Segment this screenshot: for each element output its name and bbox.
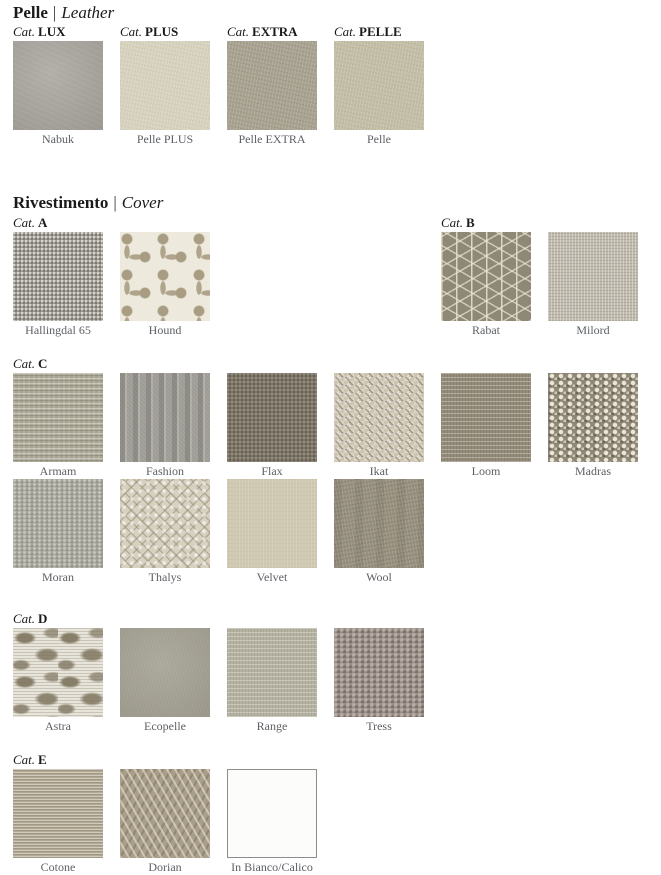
category-label-plus bbox=[120, 24, 210, 39]
category-name: LUX bbox=[38, 24, 66, 39]
swatch-cell-hound bbox=[120, 232, 210, 338]
category-group-c bbox=[13, 356, 661, 585]
swatch-pelle-extra bbox=[227, 41, 317, 130]
category-prefix: Cat. bbox=[441, 215, 464, 230]
swatch-velvet bbox=[227, 479, 317, 568]
swatch-cell-velvet bbox=[227, 479, 317, 585]
swatch-cell-flax bbox=[227, 373, 317, 479]
category-group-d bbox=[13, 611, 661, 734]
swatch-fashion bbox=[120, 373, 210, 462]
swatch-label: Pelle bbox=[367, 132, 391, 146]
swatch-madras bbox=[548, 373, 638, 462]
swatch-label: In Bianco/Calico bbox=[231, 860, 313, 874]
swatch-thalys bbox=[120, 479, 210, 568]
swatch-cell-rabat bbox=[441, 232, 531, 338]
section-pelle bbox=[13, 3, 661, 147]
swatch-cell-ikat bbox=[334, 373, 424, 479]
swatch-cell-nabuk bbox=[13, 41, 103, 147]
category-label-d bbox=[13, 611, 103, 626]
category-label-lux bbox=[13, 24, 103, 39]
swatch-nabuk bbox=[13, 41, 103, 130]
swatch-label: Thalys bbox=[148, 570, 182, 584]
swatch-label: Tress bbox=[366, 719, 392, 733]
swatch-label: Pelle PLUS bbox=[136, 132, 194, 146]
category-prefix: Cat. bbox=[13, 24, 36, 39]
category-name: PLUS bbox=[145, 24, 179, 39]
category-name: PELLE bbox=[359, 24, 402, 39]
swatch-flax bbox=[227, 373, 317, 462]
swatch-cell-ecopelle bbox=[120, 628, 210, 734]
category-group-e bbox=[13, 752, 661, 875]
section-title-primary: Pelle bbox=[13, 3, 48, 22]
swatch-label: Wool bbox=[366, 570, 392, 584]
swatch-wool bbox=[334, 479, 424, 568]
section-title-secondary: Cover bbox=[121, 193, 164, 212]
swatch-label: Velvet bbox=[256, 570, 288, 584]
category-prefix: Cat. bbox=[13, 356, 36, 371]
swatch-label: Cotone bbox=[40, 860, 76, 874]
swatch-hound bbox=[120, 232, 210, 321]
category-line bbox=[13, 215, 661, 230]
swatch-cell-thalys bbox=[120, 479, 210, 585]
swatch-astra bbox=[13, 628, 103, 717]
swatch-in-bianco-calico bbox=[227, 769, 317, 858]
swatch-label: Rabat bbox=[472, 323, 500, 337]
swatch-label: Moran bbox=[42, 570, 74, 584]
swatch-label: Fashion bbox=[145, 464, 184, 478]
category-name: B bbox=[466, 215, 475, 230]
swatch-ikat bbox=[334, 373, 424, 462]
swatch-moran bbox=[13, 479, 103, 568]
swatch-cell-milord bbox=[548, 232, 638, 338]
swatch-label: Ikat bbox=[369, 464, 389, 478]
swatch-label: Hallingdal 65 bbox=[25, 323, 91, 337]
swatch-pelle-plus bbox=[120, 41, 210, 130]
section-title-primary: Rivestimento bbox=[13, 193, 109, 212]
category-label-c bbox=[13, 356, 103, 371]
section-rivestimento bbox=[13, 193, 661, 875]
swatch-cell-tress bbox=[334, 628, 424, 734]
swatch-label: Milord bbox=[576, 323, 610, 337]
swatch-row bbox=[13, 479, 661, 585]
swatch-cell-dorian bbox=[120, 769, 210, 875]
swatch-cell-moran bbox=[13, 479, 103, 585]
swatch-label: Dorian bbox=[148, 860, 182, 874]
category-label-pelle bbox=[334, 24, 424, 39]
swatch-label: Flax bbox=[261, 464, 283, 478]
swatch-loom bbox=[441, 373, 531, 462]
swatch-hallingdal-65 bbox=[13, 232, 103, 321]
swatch-cell-madras bbox=[548, 373, 638, 479]
swatch-row bbox=[13, 373, 661, 479]
swatch-ecopelle bbox=[120, 628, 210, 717]
swatch-label: Hound bbox=[148, 323, 182, 337]
category-prefix: Cat. bbox=[334, 24, 357, 39]
swatch-row bbox=[13, 41, 661, 147]
section-heading bbox=[13, 193, 661, 213]
category-line bbox=[13, 611, 661, 626]
category-name: E bbox=[38, 752, 47, 767]
swatch-cell-astra bbox=[13, 628, 103, 734]
category-label-extra bbox=[227, 24, 317, 39]
swatch-cell-wool bbox=[334, 479, 424, 585]
category-group-lux bbox=[13, 24, 661, 147]
swatch-range bbox=[227, 628, 317, 717]
category-prefix: Cat. bbox=[13, 752, 36, 767]
category-label-b bbox=[441, 215, 531, 230]
category-line bbox=[13, 24, 661, 39]
swatch-pelle bbox=[334, 41, 424, 130]
section-heading bbox=[13, 3, 661, 23]
swatch-row bbox=[13, 232, 661, 338]
swatch-cell-pelle-plus bbox=[120, 41, 210, 147]
swatch-label: Astra bbox=[45, 719, 71, 733]
swatch-label: Range bbox=[256, 719, 288, 733]
category-prefix: Cat. bbox=[227, 24, 250, 39]
swatch-milord bbox=[548, 232, 638, 321]
swatch-label: Madras bbox=[575, 464, 611, 478]
section-title-secondary: Leather bbox=[61, 3, 115, 22]
swatch-cell-cotone bbox=[13, 769, 103, 875]
category-prefix: Cat. bbox=[13, 215, 36, 230]
swatch-armam bbox=[13, 373, 103, 462]
category-prefix: Cat. bbox=[13, 611, 36, 626]
category-label-e bbox=[13, 752, 103, 767]
category-line bbox=[13, 356, 661, 371]
swatch-rabat bbox=[441, 232, 531, 321]
section-title-separator: | bbox=[52, 3, 57, 22]
swatch-label: Armam bbox=[39, 464, 77, 478]
category-name: EXTRA bbox=[252, 24, 298, 39]
category-name: A bbox=[38, 215, 48, 230]
category-line bbox=[13, 752, 661, 767]
swatch-label: Loom bbox=[471, 464, 501, 478]
swatch-cell-range bbox=[227, 628, 317, 734]
swatch-cell-hallingdal-65 bbox=[13, 232, 103, 338]
swatch-cell-loom bbox=[441, 373, 531, 479]
swatch-tress bbox=[334, 628, 424, 717]
category-prefix: Cat. bbox=[120, 24, 143, 39]
swatch-cell-in-bianco-calico bbox=[227, 769, 317, 875]
category-name: D bbox=[38, 611, 48, 626]
category-name: C bbox=[38, 356, 48, 371]
swatch-row bbox=[13, 769, 661, 875]
category-label-a bbox=[13, 215, 103, 230]
swatch-cell-pelle-extra bbox=[227, 41, 317, 147]
swatch-cell-fashion bbox=[120, 373, 210, 479]
swatch-label: Nabuk bbox=[42, 132, 74, 146]
swatch-label: Ecopelle bbox=[144, 719, 186, 733]
swatch-row bbox=[13, 628, 661, 734]
swatch-label: Pelle EXTRA bbox=[238, 132, 306, 146]
swatch-cell-armam bbox=[13, 373, 103, 479]
swatch-cotone bbox=[13, 769, 103, 858]
category-group-a bbox=[13, 215, 661, 338]
swatch-cell-pelle bbox=[334, 41, 424, 147]
section-title-separator: | bbox=[113, 193, 117, 212]
swatch-dorian bbox=[120, 769, 210, 858]
